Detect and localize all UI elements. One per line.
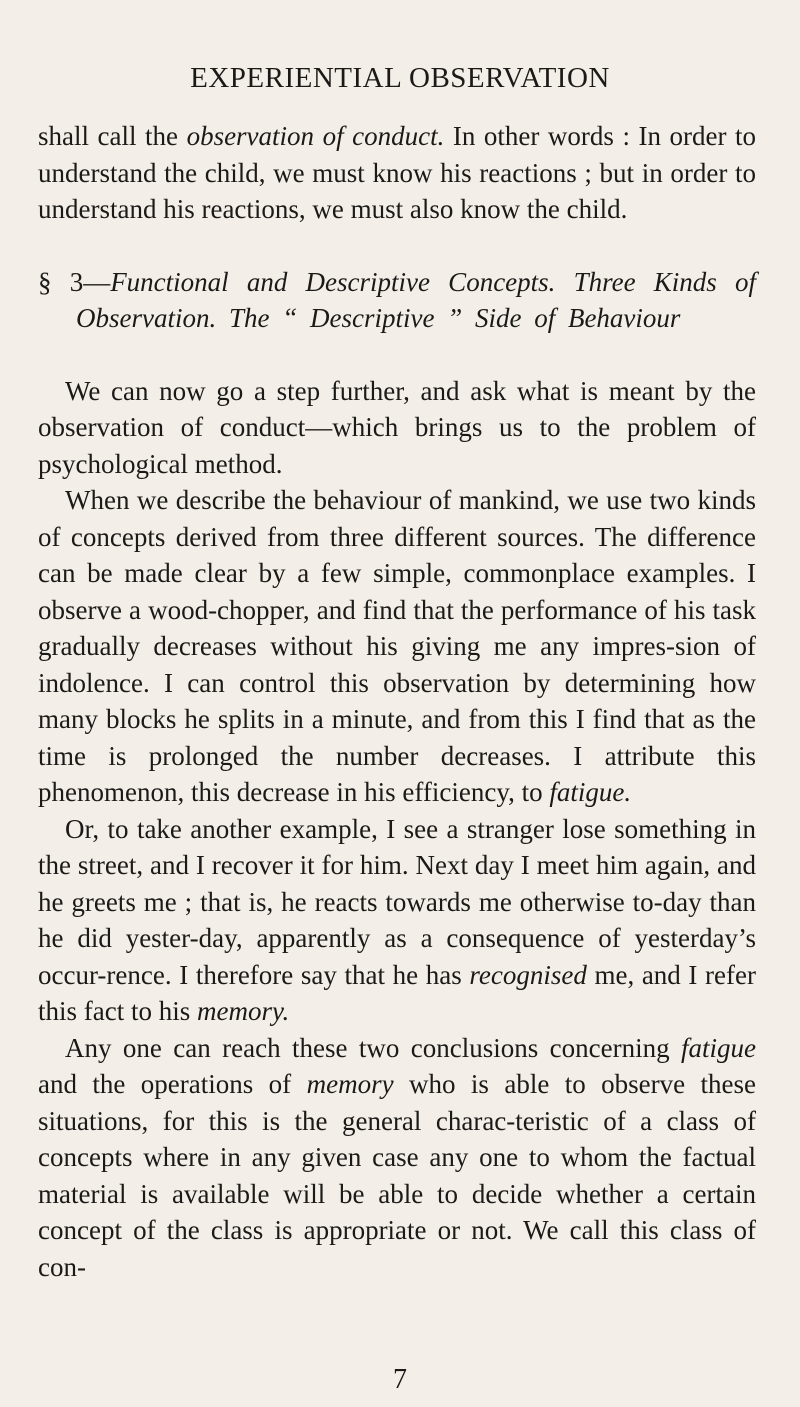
text-segment: who is able to observe these situations, for this is the general charac-teristic of a class of concepts where in any given case any one to whom the factual material is available will be able to decide whether a certain concept of the class is appropriate or not. We call this class of con- (38, 1069, 756, 1282)
text-segment: When we describe the behaviour of mankind, we use two kinds of concepts derived from three different sources. The difference can be made clear by a few simple, commonplace examples. I observe a wood-chopper, and find that the performance of his task gradually decreases without his giving me any impres-sion of indolence. I can control this observation by determining how many blocks he splits in a minute, and from this I find that as the time is prolonged the number decreases. I attribute this phenomenon, this decrease in his efficiency, to (38, 485, 756, 807)
text-segment: We can now go a step further, and ask what is meant by the observation of conduct—which brings us to the problem of psychological method. (38, 375, 756, 479)
text-segment: In other words : In order to understand the child, we must know his reactions ; but in order to understand his reactions, we must also know the child. (38, 121, 756, 224)
italic-term: fatigue. (549, 777, 632, 807)
paragraph (38, 373, 756, 483)
paragraph (38, 1030, 756, 1286)
section-mark: § 3— (38, 266, 111, 297)
italic-term: observation of conduct. (186, 121, 445, 151)
paragraph (38, 482, 756, 811)
section-heading (38, 264, 756, 337)
text-block (38, 118, 756, 1285)
italic-term: memory (306, 1069, 394, 1099)
page-number: 7 (393, 1364, 407, 1395)
text-segment: and the operations of (38, 1069, 307, 1099)
text-segment: Or, to take another example, I see a stranger lose something in the street, and I recover it for him. Next day I meet him again, and he greets me ; that is, he reacts towards me otherwise to-day than he did yester-day, apparently as a consequence of yesterday’s occur-rence. I therefore say that he has (38, 813, 756, 990)
paragraph (38, 811, 756, 1030)
paragraph-opening (38, 118, 756, 228)
italic-term: memory. (196, 996, 290, 1026)
text-segment: shall call the (38, 121, 187, 151)
italic-term: fatigue (681, 1032, 756, 1063)
text-segment: me, and I refer this fact to his (38, 959, 756, 1026)
italic-term: recognised (469, 959, 587, 990)
section-title: Functional and Descriptive Concepts. Three Kinds of Observation. The “ Descriptive ” Side of Behaviour (76, 266, 756, 333)
running-head: EXPERIENTIAL OBSERVATION (190, 62, 610, 94)
text-segment: Any one can reach these two conclusions concerning (65, 1032, 681, 1063)
